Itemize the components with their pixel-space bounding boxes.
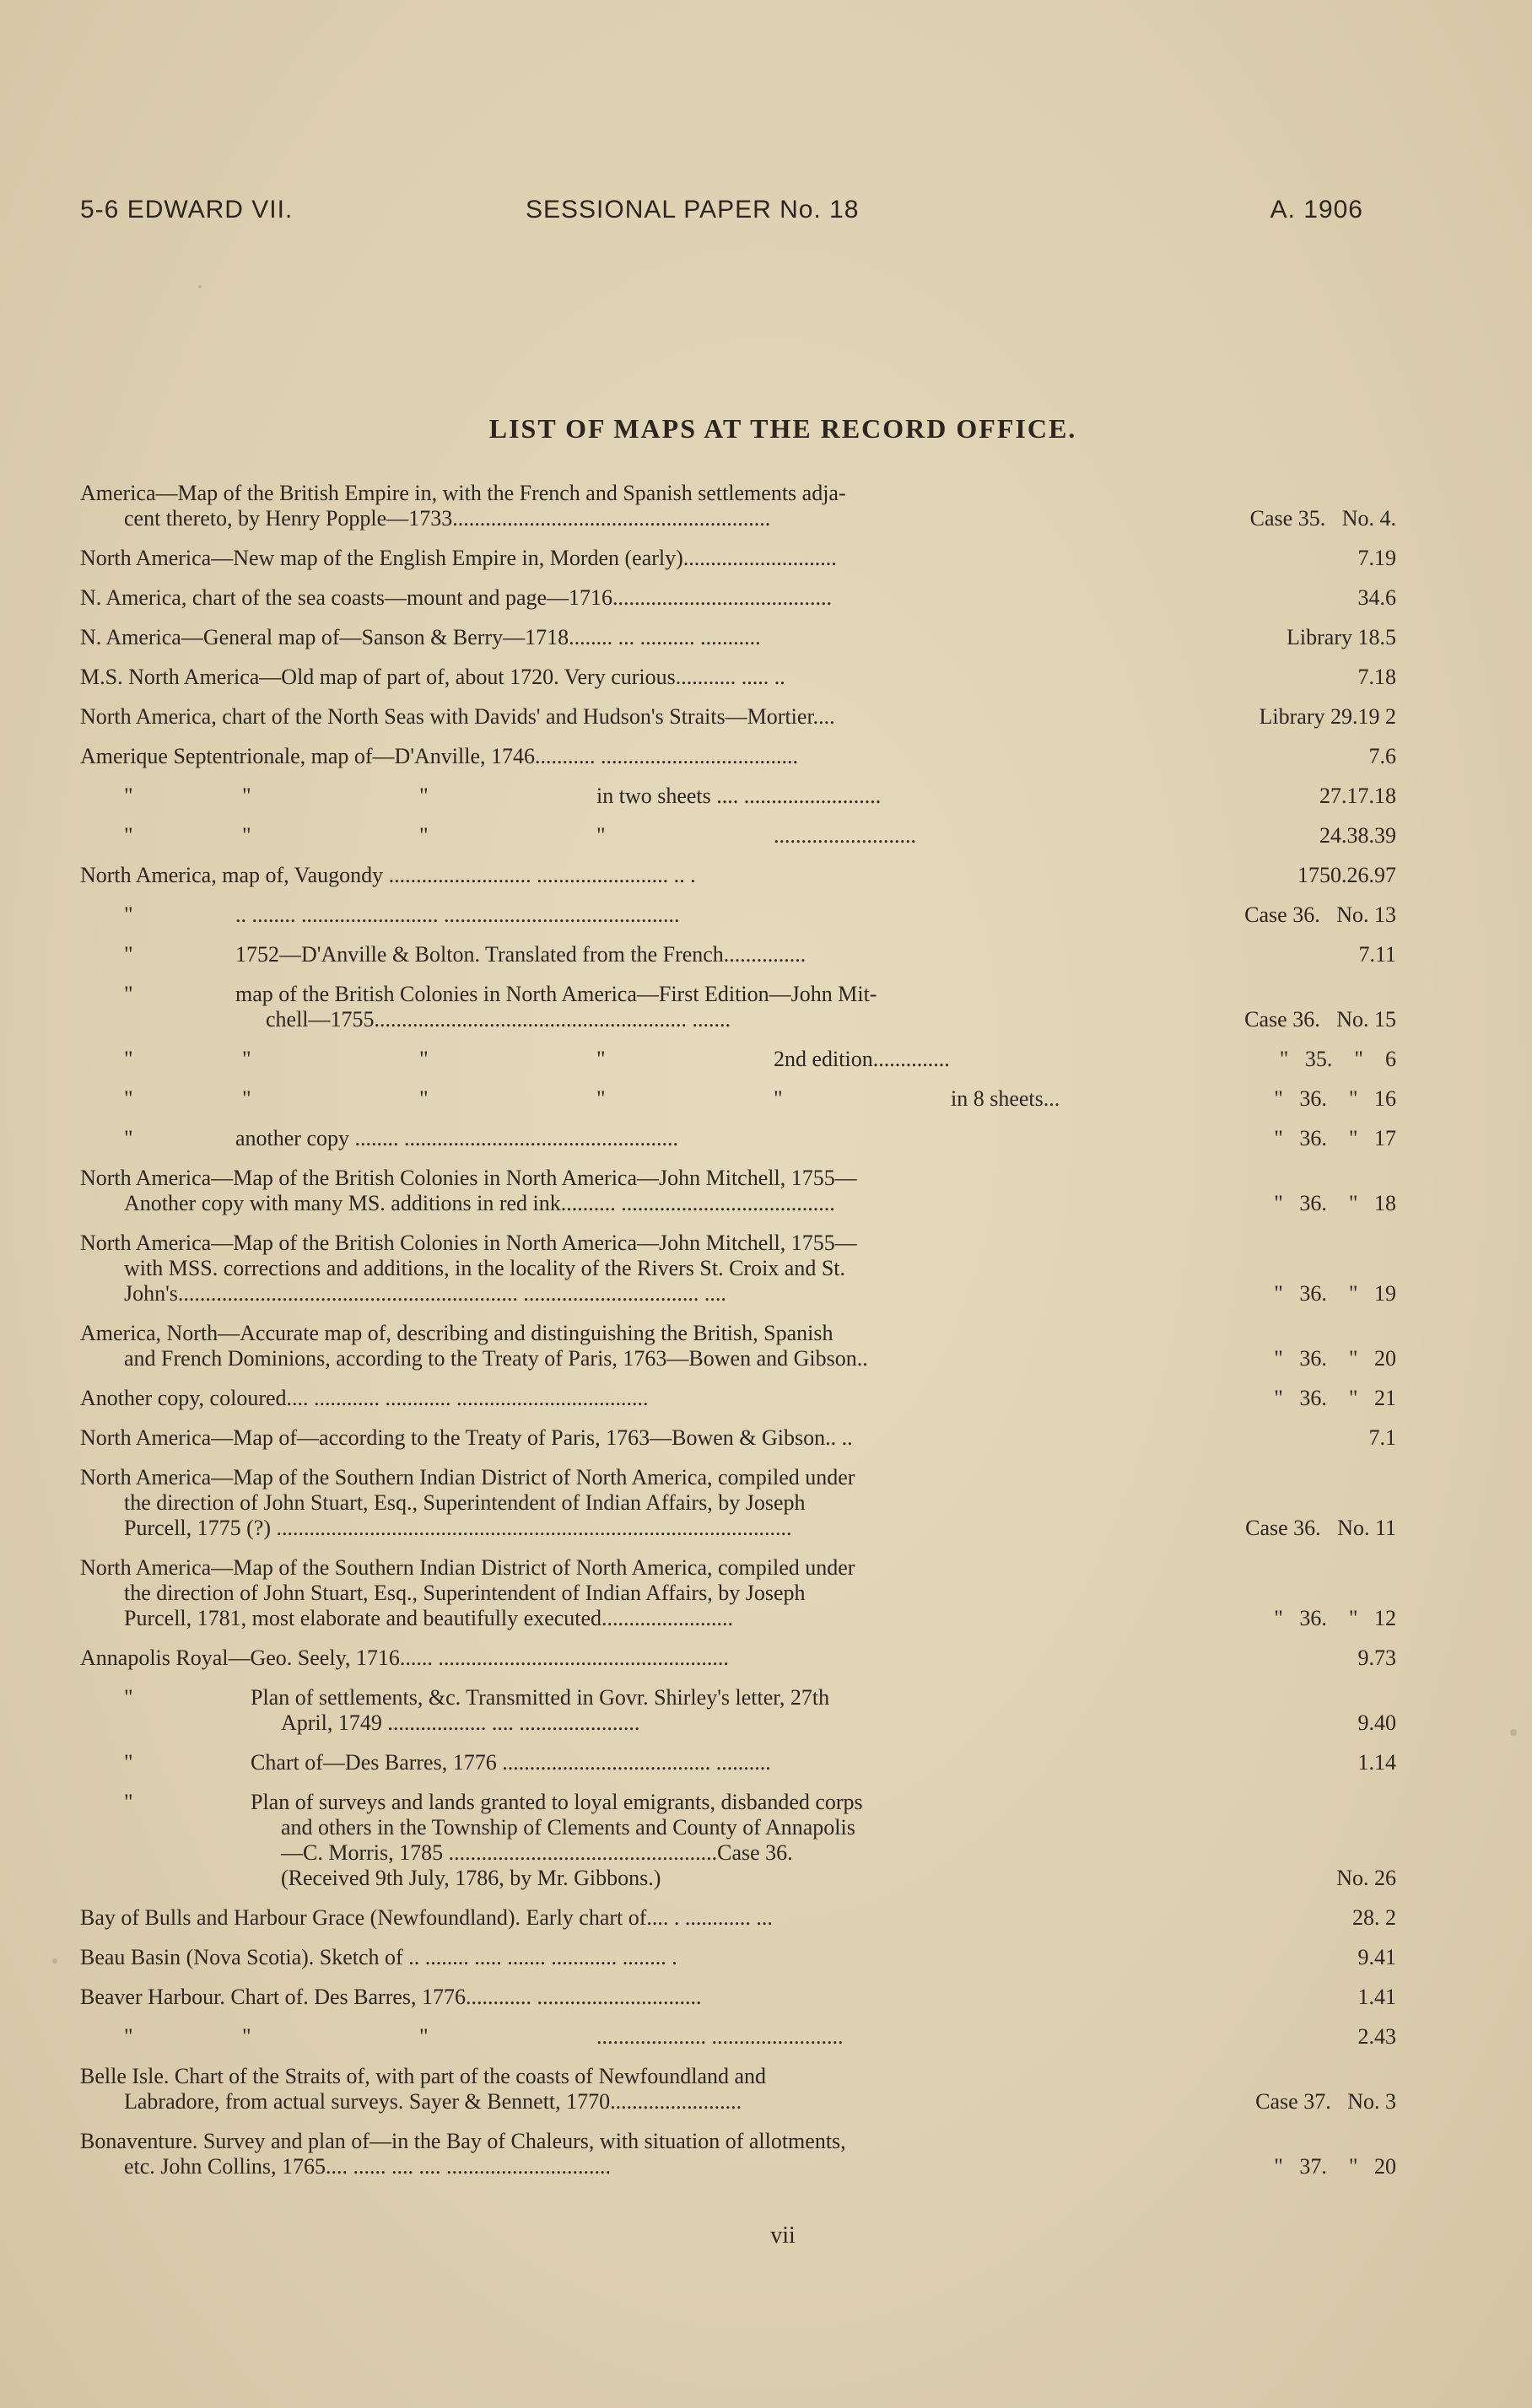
list-entry — [80, 1047, 1396, 1072]
entry-description — [80, 1126, 1177, 1151]
entry-text: North America—Map of—according to the Treaty of Paris, 1763—Bowen & Gibson.. .. — [80, 1425, 853, 1450]
list-entry — [80, 1646, 1396, 1671]
entry-reference: Library 29.19 2 — [1259, 704, 1396, 729]
entry-reference: 7.6 — [1368, 744, 1396, 768]
entry-description — [80, 1685, 1177, 1736]
paper-spot — [198, 285, 202, 288]
entry-text: North America, map of, Vaugondy .......................... ........................ .. . — [80, 863, 696, 887]
ditto-mark: " — [124, 1790, 133, 1814]
list-entry — [80, 1555, 1396, 1631]
ditto-mark: " — [596, 823, 606, 848]
entry-description — [80, 1425, 1177, 1451]
entry-text: North America—Map of the British Colonies in North America—John Mitchell, 1755— — [80, 1231, 857, 1255]
entry-text: America—Map of the British Empire in, with the French and Spanish settlements adja- — [80, 481, 846, 505]
header-right: A. 1906 — [1270, 196, 1363, 224]
entry-text: 2nd edition.............. — [774, 1047, 950, 1071]
ditto-mark: " — [596, 1047, 606, 1071]
entry-text: .......................... — [774, 823, 916, 848]
entry-text: Annapolis Royal—Geo. Seely, 1716...... ..................................................... — [80, 1646, 729, 1670]
list-entry — [80, 1945, 1396, 1970]
ditto-mark: " — [124, 1047, 133, 1071]
ditto-mark: " — [124, 823, 133, 848]
entry-text: and French Dominions, according to the Treaty of Paris, 1763—Bowen and Gibson.. — [124, 1346, 868, 1371]
entry-description — [80, 1465, 1177, 1541]
entry-text: the direction of John Stuart, Esq., Superintendent of Indian Affairs, by Joseph — [124, 1581, 806, 1605]
entry-text: —C. Morris, 1785 .................................................Case 36. — [281, 1840, 793, 1865]
page-number: vii — [770, 2222, 796, 2249]
ditto-mark: " — [124, 1750, 133, 1775]
entry-text: N. America—General map of—Sanson & Berry—1718........ ... .......... ........... — [80, 625, 761, 649]
ditto-mark: " — [419, 823, 429, 848]
entry-reference: 34.6 — [1357, 585, 1396, 610]
list-entry — [80, 625, 1396, 650]
entry-text: Bonaventure. Survey and plan of—in the Bay of Chaleurs, with situation of allotments, — [80, 2129, 846, 2153]
entry-description — [80, 1750, 1177, 1775]
list-entry — [80, 1231, 1396, 1306]
list-entry — [80, 982, 1396, 1032]
entry-description — [80, 1905, 1177, 1931]
entry-description — [80, 1231, 1177, 1306]
entry-text: Purcell, 1775 (?) .............................................................................................. — [124, 1516, 792, 1540]
list-entry — [80, 665, 1396, 690]
ditto-mark: " — [124, 982, 133, 1006]
entry-text: America, North—Accurate map of, describing and distinguishing the British, Spanish — [80, 1321, 833, 1345]
entry-description — [80, 982, 1177, 1032]
entry-description — [80, 1646, 1177, 1671]
entry-reference: 1750.26.97 — [1297, 863, 1396, 887]
ditto-mark: " — [242, 2024, 251, 2049]
entry-reference: " 36. " 19 — [1274, 1281, 1396, 1306]
list-entry — [80, 1086, 1396, 1112]
entry-reference: 9.73 — [1357, 1646, 1396, 1670]
ditto-mark: " — [124, 1086, 133, 1111]
entry-text: with MSS. corrections and additions, in the locality of the Rivers St. Croix and St. — [124, 1256, 846, 1280]
entry-description — [80, 823, 1177, 848]
entry-text: .................... ........................ — [596, 2024, 844, 2049]
entry-description — [80, 902, 1177, 928]
entry-reference: Case 36. No. 15 — [1244, 1007, 1396, 1032]
entry-description — [80, 2024, 1177, 2050]
entry-reference: Case 36. No. 13 — [1244, 902, 1396, 927]
entry-description — [80, 1166, 1177, 1216]
entry-reference: " 36. " 18 — [1274, 1191, 1396, 1215]
entry-reference: " 36. " 17 — [1274, 1126, 1396, 1150]
ditto-mark: " — [124, 1685, 133, 1710]
entry-description — [80, 2129, 1177, 2179]
entry-reference: " 35. " 6 — [1279, 1047, 1396, 1071]
entry-text: North America, chart of the North Seas with Davids' and Hudson's Straits—Mortier.... — [80, 704, 835, 729]
entry-reference: 27.17.18 — [1319, 784, 1396, 808]
entry-reference: " 36. " 12 — [1274, 1606, 1396, 1630]
entry-reference: 1.41 — [1357, 1985, 1396, 2009]
entry-text: Beaver Harbour. Chart of. Des Barres, 1776............ .............................. — [80, 1985, 702, 2009]
entry-description — [80, 744, 1177, 769]
ditto-mark: " — [124, 902, 133, 927]
entry-text: another copy ........ .................................................. — [235, 1126, 679, 1150]
list-entry — [80, 1790, 1396, 1891]
entry-reference: 9.40 — [1357, 1710, 1396, 1735]
entry-reference: " 36. " 20 — [1274, 1346, 1396, 1371]
entry-text: Another copy, coloured.... ............ ............ ................................... — [80, 1386, 649, 1410]
entry-text: Plan of surveys and lands granted to loyal emigrants, disbanded corps — [251, 1790, 863, 1814]
ditto-mark: " — [124, 942, 133, 967]
ditto-mark: " — [419, 784, 429, 808]
list-entry — [80, 1465, 1396, 1541]
list-entry — [80, 2064, 1396, 2114]
entry-text: Belle Isle. Chart of the Straits of, with part of the coasts of Newfoundland and — [80, 2064, 767, 2088]
list-entry — [80, 823, 1396, 848]
entry-description — [80, 2064, 1177, 2114]
header-left: 5-6 EDWARD VII. — [80, 196, 294, 224]
ditto-mark: " — [242, 784, 251, 808]
running-header — [80, 196, 1363, 229]
list-entry — [80, 1166, 1396, 1216]
entry-text: Chart of—Des Barres, 1776 ...................................... .......... — [251, 1750, 771, 1775]
entry-text: Amerique Septentrionale, map of—D'Anville, 1746........... .................................... — [80, 744, 799, 768]
entry-reference: 7.18 — [1357, 665, 1396, 689]
entry-description — [80, 546, 1177, 571]
entry-text: cent thereto, by Henry Popple—1733.......................................................... — [124, 506, 771, 531]
list-entry — [80, 902, 1396, 928]
entry-reference: Case 35. No. 4. — [1249, 506, 1396, 531]
list-entry — [80, 942, 1396, 967]
ditto-mark: " — [242, 1047, 251, 1071]
list-entry — [80, 2129, 1396, 2179]
entry-text: Bay of Bulls and Harbour Grace (Newfoundland). Early chart of.... . ............ ... — [80, 1905, 773, 1930]
header-center: SESSIONAL PAPER No. 18 — [526, 196, 860, 224]
entry-text: in two sheets .... ......................... — [596, 784, 882, 808]
paper-spot — [1510, 1729, 1517, 1736]
entry-text: North America—Map of the Southern Indian District of North America, compiled under — [80, 1555, 855, 1580]
list-entry — [80, 1685, 1396, 1736]
page-title: LIST OF MAPS AT THE RECORD OFFICE. — [488, 413, 1077, 444]
list-entry — [80, 704, 1396, 730]
entry-reference: 7.11 — [1358, 942, 1396, 967]
list-entry — [80, 863, 1396, 888]
ditto-mark: " — [419, 2024, 429, 2049]
entry-description — [80, 665, 1177, 690]
entry-description — [80, 1321, 1177, 1371]
entry-text: etc. John Collins, 1765.... ...... .... .... .............................. — [124, 2154, 612, 2179]
entry-reference: 2.43 — [1357, 2024, 1396, 2049]
list-entry — [80, 481, 1396, 531]
entry-text: chell—1755......................................................... ....... — [266, 1007, 731, 1032]
entry-text: North America—Map of the Southern Indian District of North America, compiled under — [80, 1465, 855, 1490]
entry-description — [80, 704, 1177, 730]
entry-text: Another copy with many MS. additions in red ink.......... ....................................... — [124, 1191, 835, 1215]
entry-reference: 1.14 — [1357, 1750, 1396, 1775]
list-entry — [80, 1321, 1396, 1371]
entry-text: John's.............................................................. ................................ .... — [124, 1281, 726, 1306]
list-entry — [80, 1386, 1396, 1411]
ditto-mark: " — [774, 1086, 783, 1111]
entry-description — [80, 863, 1177, 888]
entry-text: North America—Map of the British Colonies in North America—John Mitchell, 1755— — [80, 1166, 857, 1190]
ditto-mark: " — [419, 1086, 429, 1111]
entry-text: Beau Basin (Nova Scotia). Sketch of .. ........ ..... ....... ............ ........ . — [80, 1945, 677, 1969]
entry-text: and others in the Township of Clements and County of Annapolis — [281, 1815, 855, 1840]
map-list — [80, 481, 1396, 2194]
entry-reference: Case 37. No. 3 — [1255, 2089, 1396, 2114]
entry-reference: Library 18.5 — [1287, 625, 1396, 649]
entry-description — [80, 1555, 1177, 1631]
ditto-mark: " — [124, 1126, 133, 1150]
entry-text: the direction of John Stuart, Esq., Superintendent of Indian Affairs, by Joseph — [124, 1490, 806, 1515]
list-entry — [80, 784, 1396, 809]
entry-description — [80, 942, 1177, 967]
list-entry — [80, 1750, 1396, 1775]
entry-description — [80, 481, 1177, 531]
entry-description — [80, 784, 1177, 809]
entry-text: 1752—D'Anville & Bolton. Translated from the French............... — [235, 942, 806, 967]
entry-description — [80, 1086, 1177, 1112]
entry-reference: " 37. " 20 — [1274, 2154, 1396, 2179]
entry-description — [80, 1985, 1177, 2010]
entry-reference: " 36. " 21 — [1274, 1386, 1396, 1410]
entry-description — [80, 1790, 1177, 1891]
paper-spot — [52, 1958, 57, 1964]
entry-text: M.S. North America—Old map of part of, about 1720. Very curious........... ..... .. — [80, 665, 785, 689]
list-entry — [80, 1985, 1396, 2010]
list-entry — [80, 1905, 1396, 1931]
list-entry — [80, 1126, 1396, 1151]
entry-description — [80, 585, 1177, 611]
entry-reference: 28. 2 — [1352, 1905, 1396, 1930]
ditto-mark: " — [596, 1086, 606, 1111]
ditto-mark: " — [124, 784, 133, 808]
list-entry — [80, 585, 1396, 611]
entry-reference: 24.38.39 — [1319, 823, 1396, 848]
entry-reference: 9.41 — [1357, 1945, 1396, 1969]
list-entry — [80, 1425, 1396, 1451]
entry-description — [80, 625, 1177, 650]
entry-text: N. America, chart of the sea coasts—mount and page—1716........................................ — [80, 585, 833, 610]
entry-text: Labradore, from actual surveys. Sayer & Bennett, 1770........................ — [124, 2089, 742, 2114]
entry-text: April, 1749 .................. .... ...................... — [281, 1710, 640, 1735]
entry-reference: " 36. " 16 — [1274, 1086, 1396, 1111]
ditto-mark: " — [242, 1086, 251, 1111]
entry-reference: Case 36. No. 11 — [1245, 1516, 1396, 1540]
entry-text: Purcell, 1781, most elaborate and beautifully executed........................ — [124, 1606, 734, 1630]
entry-text: .. ........ ......................... ........................................... — [235, 902, 680, 927]
entry-description — [80, 1945, 1177, 1970]
entry-reference: 7.19 — [1357, 546, 1396, 570]
entry-reference: 7.1 — [1368, 1425, 1396, 1450]
entry-text: North America—New map of the English Empire in, Morden (early)............................ — [80, 546, 837, 570]
entry-text: (Received 9th July, 1786, by Mr. Gibbons.) — [281, 1866, 661, 1890]
entry-text: map of the British Colonies in North America—First Edition—John Mit- — [235, 982, 877, 1006]
ditto-mark: " — [242, 823, 251, 848]
list-entry — [80, 546, 1396, 571]
entry-description — [80, 1386, 1177, 1411]
list-entry — [80, 744, 1396, 769]
list-entry — [80, 2024, 1396, 2050]
entry-reference: No. 26 — [1336, 1866, 1396, 1890]
entry-text: Plan of settlements, &c. Transmitted in Govr. Shirley's letter, 27th — [251, 1685, 830, 1710]
ditto-mark: " — [124, 2024, 133, 2049]
entry-description — [80, 1047, 1177, 1072]
entry-text: in 8 sheets... — [951, 1086, 1060, 1111]
ditto-mark: " — [419, 1047, 429, 1071]
